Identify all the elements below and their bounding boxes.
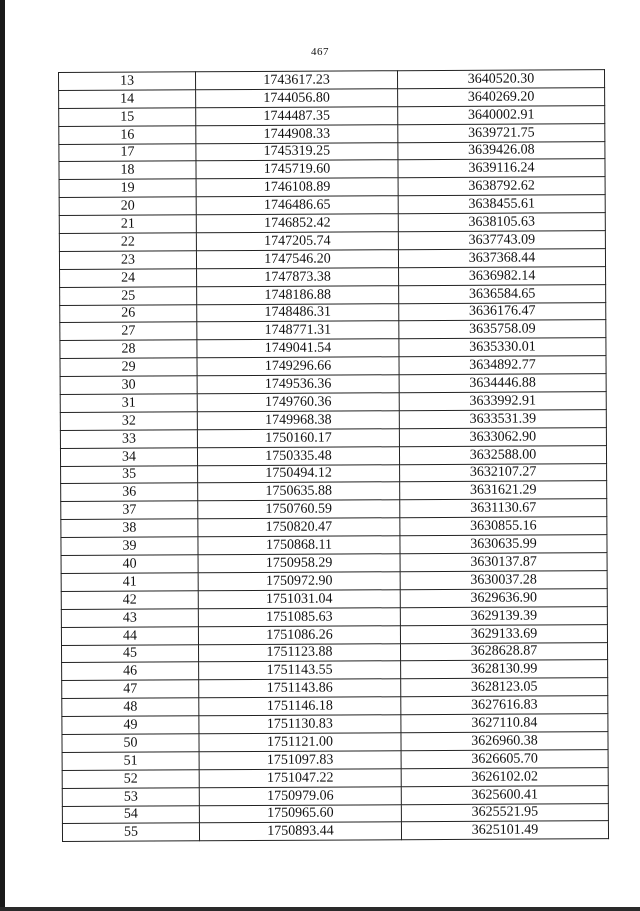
table-row [61, 571, 607, 592]
point-number-cell: 14 [59, 90, 196, 109]
y-coordinate-cell: 3638455.61 [398, 195, 605, 214]
table-row [60, 302, 606, 323]
point-number-cell: 55 [62, 823, 199, 842]
x-coordinate-cell: 1751097.83 [199, 751, 401, 770]
point-number-cell: 33 [60, 430, 197, 449]
x-coordinate-cell: 1743617.23 [196, 71, 398, 90]
y-coordinate-cell: 3637743.09 [398, 231, 605, 250]
y-coordinate-cell: 3634892.77 [399, 356, 606, 375]
point-number-cell: 20 [59, 197, 196, 216]
table-row [62, 749, 608, 770]
x-coordinate-cell: 1751031.04 [198, 590, 400, 609]
x-coordinate-cell: 1750868.11 [198, 536, 400, 555]
point-number-cell: 38 [61, 519, 198, 538]
table-row [59, 141, 605, 162]
point-number-cell: 47 [62, 680, 199, 699]
table-row [62, 767, 608, 788]
x-coordinate-cell: 1750335.48 [197, 446, 399, 465]
x-coordinate-cell: 1751130.83 [199, 715, 401, 734]
table-row [62, 732, 608, 753]
x-coordinate-cell: 1749041.54 [197, 339, 399, 358]
point-number-cell: 34 [60, 447, 197, 466]
table-row [62, 803, 608, 824]
y-coordinate-cell: 3629133.69 [400, 624, 607, 643]
table-row [59, 231, 605, 252]
x-coordinate-cell: 1744056.80 [196, 89, 398, 108]
y-coordinate-cell: 3632107.27 [400, 463, 607, 482]
y-coordinate-cell: 3628130.99 [401, 660, 608, 679]
point-number-cell: 27 [60, 322, 197, 341]
x-coordinate-cell: 1746486.65 [196, 196, 398, 215]
y-coordinate-cell: 3638105.63 [398, 213, 605, 232]
table-row [60, 284, 606, 305]
x-coordinate-cell: 1749536.36 [197, 375, 399, 394]
y-coordinate-cell: 3633531.39 [399, 410, 606, 429]
y-coordinate-cell: 3628628.87 [400, 642, 607, 661]
table-row [59, 105, 605, 126]
point-number-cell: 41 [61, 573, 198, 592]
point-number-cell: 26 [60, 304, 197, 323]
point-number-cell: 15 [59, 108, 196, 127]
point-number-cell: 36 [61, 483, 198, 502]
y-coordinate-cell: 3626605.70 [401, 749, 608, 768]
y-coordinate-cell: 3629139.39 [400, 606, 607, 625]
table-row [61, 517, 607, 538]
y-coordinate-cell: 3630855.16 [400, 517, 607, 536]
x-coordinate-cell: 1746852.42 [196, 214, 398, 233]
table-row [59, 177, 605, 198]
point-number-cell: 16 [59, 125, 196, 144]
y-coordinate-cell: 3639116.24 [398, 159, 605, 178]
y-coordinate-cell: 3638792.62 [398, 177, 605, 196]
y-coordinate-cell: 3629636.90 [400, 588, 607, 607]
x-coordinate-cell: 1749760.36 [197, 393, 399, 412]
point-number-cell: 24 [60, 269, 197, 288]
point-number-cell: 53 [62, 787, 199, 806]
table-row [61, 606, 607, 627]
table-row [60, 338, 606, 359]
y-coordinate-cell: 3626102.02 [401, 767, 608, 786]
y-coordinate-cell: 3640520.30 [397, 70, 604, 89]
y-coordinate-cell: 3630137.87 [400, 553, 607, 572]
y-coordinate-cell: 3640002.91 [398, 105, 605, 124]
y-coordinate-cell: 3625600.41 [401, 785, 608, 804]
table-row [62, 821, 608, 842]
x-coordinate-cell: 1749968.38 [197, 411, 399, 430]
point-number-cell: 48 [62, 698, 199, 717]
x-coordinate-cell: 1751085.63 [198, 607, 400, 626]
y-coordinate-cell: 3637368.44 [398, 249, 605, 268]
point-number-cell: 30 [60, 376, 197, 395]
y-coordinate-cell: 3632588.00 [399, 445, 606, 464]
x-coordinate-cell: 1750972.90 [198, 572, 400, 591]
point-number-cell: 23 [59, 251, 196, 270]
table-row [60, 445, 606, 466]
table-row [60, 374, 606, 395]
point-number-cell: 32 [60, 412, 197, 431]
y-coordinate-cell: 3636584.65 [399, 284, 606, 303]
point-number-cell: 25 [60, 286, 197, 305]
x-coordinate-cell: 1749296.66 [197, 357, 399, 376]
point-number-cell: 18 [59, 161, 196, 180]
y-coordinate-cell: 3627110.84 [401, 714, 608, 733]
point-number-cell: 42 [61, 591, 198, 610]
y-coordinate-cell: 3634446.88 [399, 374, 606, 393]
y-coordinate-cell: 3635330.01 [399, 338, 606, 357]
coordinates-table [58, 69, 609, 842]
x-coordinate-cell: 1750893.44 [199, 822, 401, 841]
point-number-cell: 29 [60, 358, 197, 377]
x-coordinate-cell: 1751123.88 [198, 643, 400, 662]
point-number-cell: 54 [62, 805, 199, 824]
x-coordinate-cell: 1751143.55 [199, 661, 401, 680]
table-row [61, 624, 607, 645]
table-row [62, 785, 608, 806]
x-coordinate-cell: 1750494.12 [198, 464, 400, 483]
point-number-cell: 28 [60, 340, 197, 359]
y-coordinate-cell: 3633062.90 [399, 427, 606, 446]
x-coordinate-cell: 1745719.60 [196, 160, 398, 179]
y-coordinate-cell: 3640269.20 [398, 88, 605, 107]
x-coordinate-cell: 1750160.17 [197, 429, 399, 448]
point-number-cell: 31 [60, 394, 197, 413]
x-coordinate-cell: 1744908.33 [196, 124, 398, 143]
y-coordinate-cell: 3636176.47 [399, 302, 606, 321]
table-row [60, 392, 606, 413]
y-coordinate-cell: 3631130.67 [400, 499, 607, 518]
table-row [62, 660, 608, 681]
x-coordinate-cell: 1747873.38 [197, 268, 399, 287]
y-coordinate-cell: 3633992.91 [399, 392, 606, 411]
y-coordinate-cell: 3630635.99 [400, 535, 607, 554]
x-coordinate-cell: 1748771.31 [197, 321, 399, 340]
x-coordinate-cell: 1750965.60 [199, 804, 401, 823]
point-number-cell: 13 [59, 72, 196, 91]
scan-edge-bottom [0, 907, 640, 911]
point-number-cell: 21 [59, 215, 196, 234]
point-number-cell: 43 [61, 608, 198, 627]
point-number-cell: 39 [61, 537, 198, 556]
table-row [61, 588, 607, 609]
table-row [60, 427, 606, 448]
x-coordinate-cell: 1748486.31 [197, 303, 399, 322]
x-coordinate-cell: 1750635.88 [198, 482, 400, 501]
y-coordinate-cell: 3625101.49 [401, 821, 608, 840]
page-number: 467 [311, 46, 329, 58]
table-row [60, 356, 606, 377]
y-coordinate-cell: 3627616.83 [401, 696, 608, 715]
x-coordinate-cell: 1747546.20 [196, 250, 398, 269]
table-row [61, 535, 607, 556]
table-row [59, 249, 605, 270]
point-number-cell: 44 [61, 626, 198, 645]
x-coordinate-cell: 1750820.47 [198, 518, 400, 537]
point-number-cell: 51 [62, 752, 199, 771]
point-number-cell: 45 [62, 644, 199, 663]
point-number-cell: 40 [61, 555, 198, 574]
table-row [61, 553, 607, 574]
table-row [62, 696, 608, 717]
table-row [60, 410, 606, 431]
y-coordinate-cell: 3631621.29 [400, 481, 607, 500]
coordinates-table-body [59, 70, 609, 842]
x-coordinate-cell: 1744487.35 [196, 107, 398, 126]
table-row [59, 213, 605, 234]
table-row [61, 499, 607, 520]
table-row [59, 159, 605, 180]
table-row [59, 88, 605, 109]
y-coordinate-cell: 3626960.38 [401, 732, 608, 751]
point-number-cell: 37 [61, 501, 198, 520]
table-row [62, 642, 608, 663]
x-coordinate-cell: 1751086.26 [198, 625, 400, 644]
point-number-cell: 49 [62, 716, 199, 735]
y-coordinate-cell: 3639721.75 [398, 123, 605, 142]
point-number-cell: 17 [59, 143, 196, 162]
point-number-cell: 22 [59, 233, 196, 252]
y-coordinate-cell: 3628123.05 [401, 678, 608, 697]
point-number-cell: 46 [62, 662, 199, 681]
point-number-cell: 19 [59, 179, 196, 198]
x-coordinate-cell: 1751047.22 [199, 768, 401, 787]
x-coordinate-cell: 1750760.59 [198, 500, 400, 519]
y-coordinate-cell: 3639426.08 [398, 141, 605, 160]
table-row [62, 714, 608, 735]
y-coordinate-cell: 3625521.95 [401, 803, 608, 822]
table-row [62, 678, 608, 699]
point-number-cell: 35 [61, 465, 198, 484]
point-number-cell: 52 [62, 770, 199, 789]
x-coordinate-cell: 1751121.00 [199, 733, 401, 752]
scan-edge-left [0, 0, 5, 911]
x-coordinate-cell: 1751143.86 [199, 679, 401, 698]
point-number-cell: 50 [62, 734, 199, 753]
table-row [61, 463, 607, 484]
x-coordinate-cell: 1750958.29 [198, 554, 400, 573]
table-row [60, 266, 606, 287]
x-coordinate-cell: 1747205.74 [196, 232, 398, 251]
x-coordinate-cell: 1745319.25 [196, 142, 398, 161]
x-coordinate-cell: 1750979.06 [199, 786, 401, 805]
y-coordinate-cell: 3636982.14 [399, 266, 606, 285]
table-row [60, 320, 606, 341]
x-coordinate-cell: 1748186.88 [197, 285, 399, 304]
table-row [61, 481, 607, 502]
table-row [59, 70, 605, 91]
table-row [59, 123, 605, 144]
y-coordinate-cell: 3635758.09 [399, 320, 606, 339]
x-coordinate-cell: 1751146.18 [199, 697, 401, 716]
y-coordinate-cell: 3630037.28 [400, 571, 607, 590]
x-coordinate-cell: 1746108.89 [196, 178, 398, 197]
table-row [59, 195, 605, 216]
